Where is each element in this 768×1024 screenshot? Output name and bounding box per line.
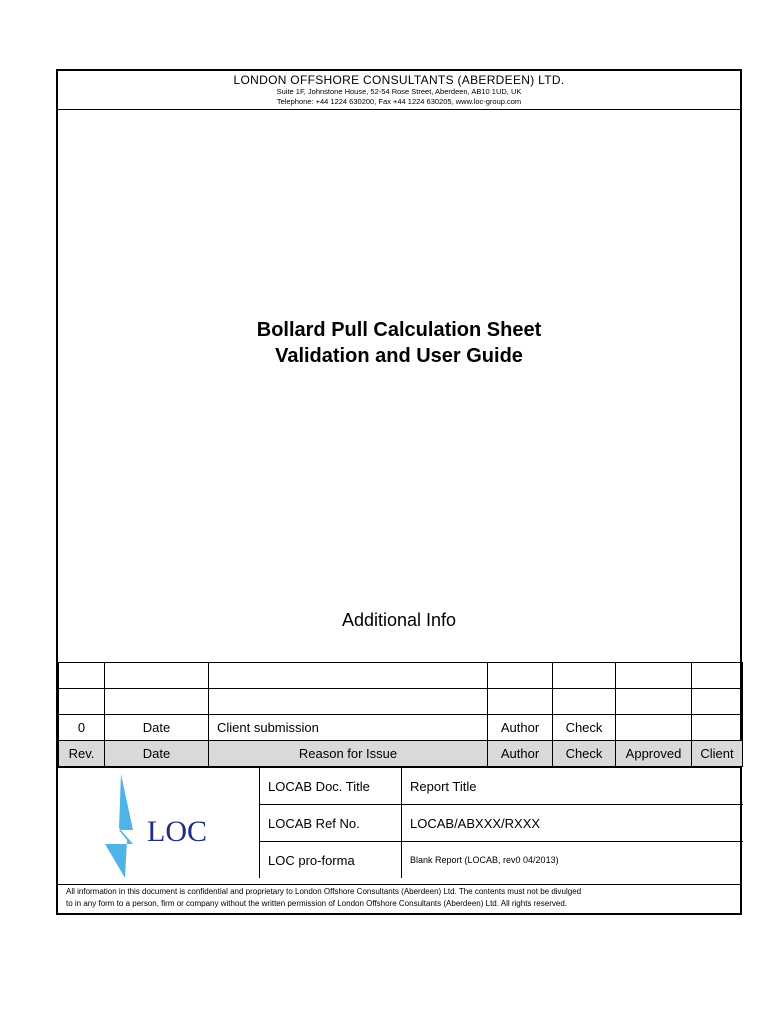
lightning-bolt-logo-icon: [103, 770, 223, 880]
proforma-row: [260, 842, 743, 879]
title-line-2: Validation and User Guide: [275, 345, 523, 367]
proforma-label: LOC pro-forma: [260, 842, 402, 879]
check-header: Check: [553, 741, 616, 767]
check-cell: Check: [553, 715, 616, 741]
revision-header-row: [59, 741, 743, 767]
client-cell: [692, 715, 743, 741]
reason-cell: Client submission: [209, 715, 488, 741]
rev-cell: [59, 689, 105, 715]
title-line-1: Bollard Pull Calculation Sheet: [256, 319, 542, 341]
notice-line-1: All information in this document is confidential and proprietary to London Offshore Consultants (Aberdeen) Ltd. The contents must not be divulged: [66, 887, 582, 896]
date-cell: [105, 689, 209, 715]
doc-title-value: Report Title: [402, 768, 743, 805]
additional-info: Additional Info: [341, 610, 457, 630]
company-header: [58, 71, 740, 110]
document-frame: [56, 69, 742, 915]
date-header: Date: [105, 741, 209, 767]
doc-title-row: [260, 768, 743, 805]
reason-cell: [209, 663, 488, 689]
revision-table: [58, 662, 743, 767]
approved-header: Approved: [616, 741, 692, 767]
ref-value: LOCAB/ABXXX/RXXX: [402, 805, 743, 842]
author-cell: [488, 663, 553, 689]
rev-header: Rev.: [59, 741, 105, 767]
rev-cell: 0: [59, 715, 105, 741]
document-title: [58, 317, 740, 369]
ref-row: [260, 805, 743, 842]
revision-row: [59, 663, 743, 689]
client-cell: [692, 663, 743, 689]
date-cell: Date: [105, 715, 209, 741]
revision-row: [59, 689, 743, 715]
client-header: Client: [692, 741, 743, 767]
author-cell: Author: [488, 715, 553, 741]
approved-cell: [616, 663, 692, 689]
doc-title-label: LOCAB Doc. Title: [260, 768, 402, 805]
author-header: Author: [488, 741, 553, 767]
proforma-value: Blank Report (LOCAB, rev0 04/2013): [402, 842, 743, 879]
client-cell: [692, 689, 743, 715]
approved-cell: [616, 715, 692, 741]
company-contact: Telephone: +44 1224 630200, Fax +44 1224 630205, www.loc-group.com: [276, 97, 522, 106]
confidentiality-notice: [58, 884, 740, 910]
company-address: Suite 1F, Johnstone House, 52-54 Rose Street, Aberdeen, AB10 1UD, UK: [276, 87, 522, 96]
revision-row: [59, 715, 743, 741]
check-cell: [553, 689, 616, 715]
logo-text: LOC: [147, 815, 207, 848]
document-meta-table: [259, 768, 743, 878]
reason-header: Reason for Issue: [209, 741, 488, 767]
date-cell: [105, 663, 209, 689]
ref-label: LOCAB Ref No.: [260, 805, 402, 842]
rev-cell: [59, 663, 105, 689]
document-info-block: [58, 767, 742, 883]
author-cell: [488, 689, 553, 715]
notice-line-2: to in any form to a person, firm or company without the written permission of London Offshore Consultants (Aberdeen) Ltd. All rights reserved.: [66, 899, 567, 908]
approved-cell: [616, 689, 692, 715]
reason-cell: [209, 689, 488, 715]
company-name: LONDON OFFSHORE CONSULTANTS (ABERDEEN) LTD.: [233, 73, 565, 87]
loc-logo: [58, 768, 258, 881]
check-cell: [553, 663, 616, 689]
